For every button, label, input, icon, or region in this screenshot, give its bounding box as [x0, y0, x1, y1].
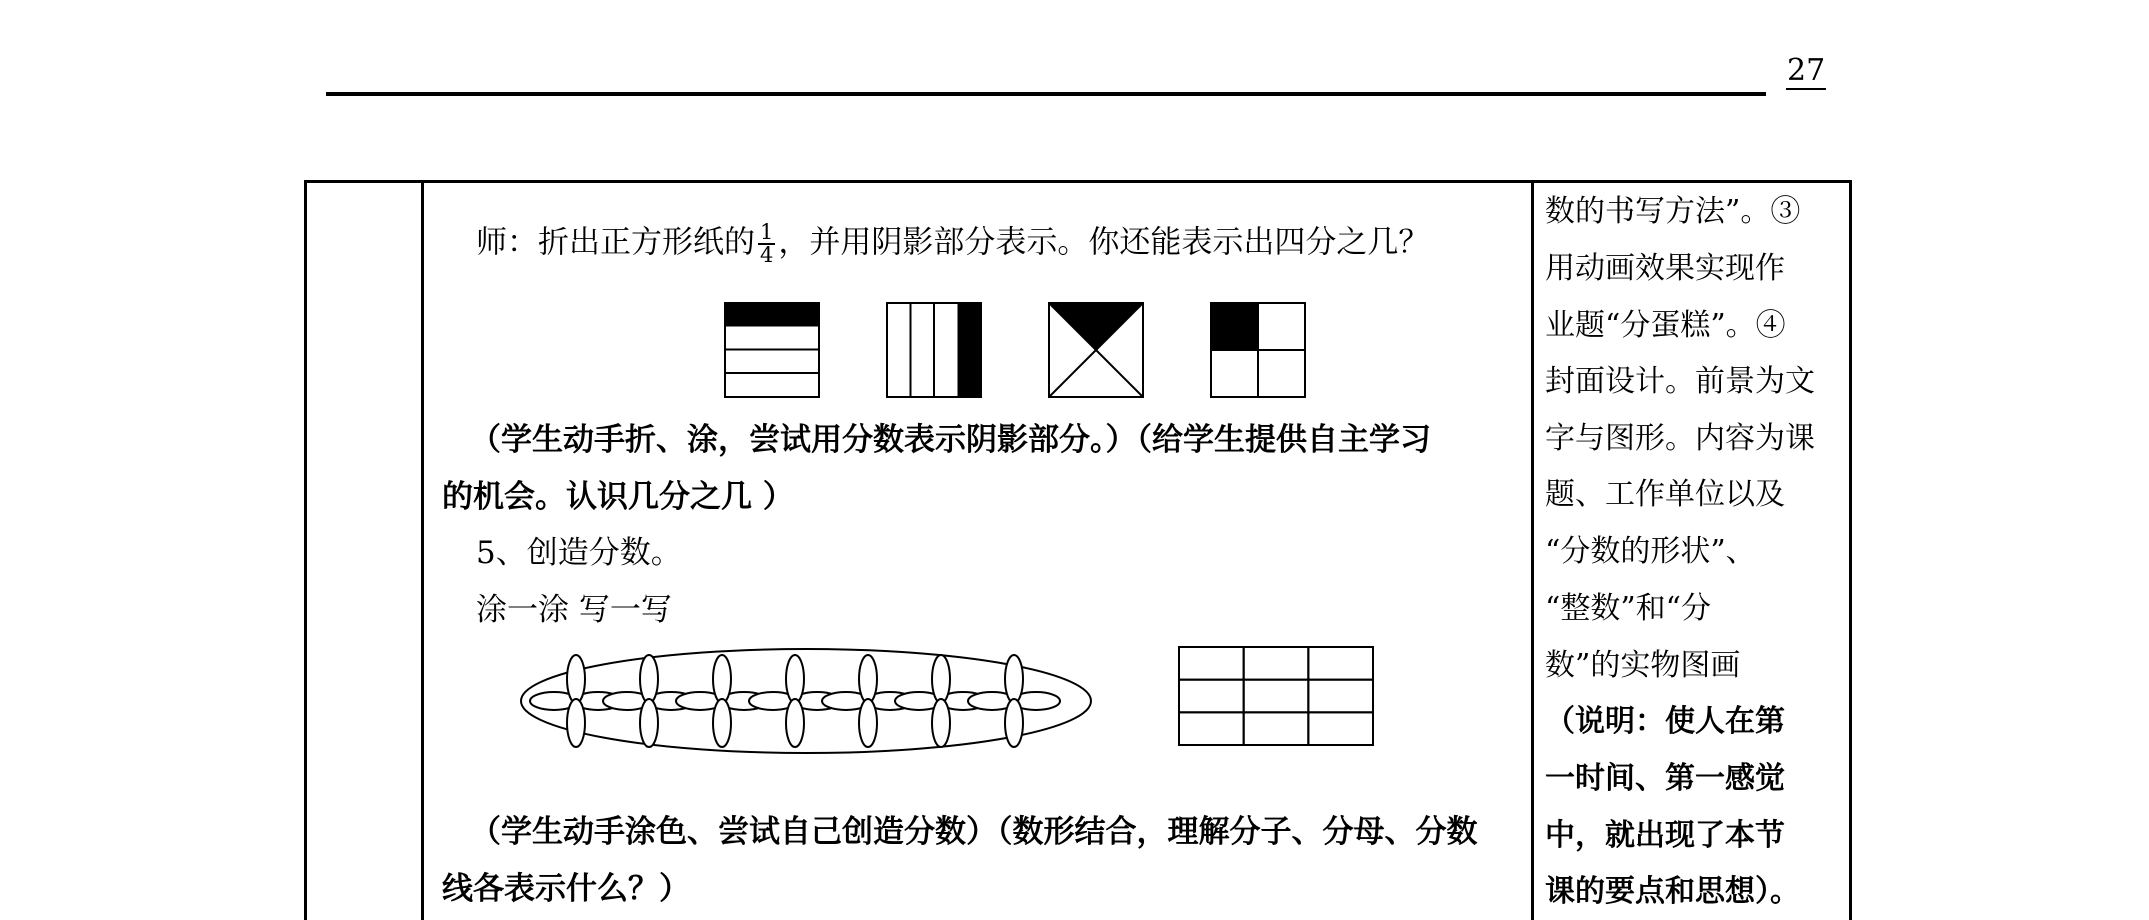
side-line: 用动画效果实现作: [1545, 251, 1785, 286]
grid-cell: [1179, 680, 1244, 713]
square-horizontal-strips: [724, 302, 820, 398]
column-divider-right: [1531, 180, 1534, 920]
square-quadrants: [1210, 302, 1306, 398]
header-rule: [326, 92, 1766, 96]
grid-cell: [1308, 712, 1373, 745]
grid-cell: [1244, 680, 1309, 713]
side-line: 字与图形。内容为课: [1545, 421, 1815, 456]
flower-ellipse-figure: [518, 645, 1094, 757]
square-vertical-strips: [886, 302, 982, 398]
flower-shape: [968, 655, 1060, 747]
teacher-prompt-suffix: ，并用阴影部分表示。你还能表示出四分之几？: [778, 224, 1430, 261]
side-line: 封面设计。前景为文: [1545, 364, 1815, 399]
side-bold-line: （说明：使人在第: [1545, 704, 1785, 739]
note-2-line-1: （学生动手涂色、尝试自己创造分数）（数形结合，理解分子、分母、分数: [470, 814, 1478, 850]
note-2-line-2: 线各表示什么？）: [442, 871, 690, 907]
grid-3x3-figure: [1178, 646, 1374, 746]
side-line: “分数的形状”、: [1545, 534, 1756, 569]
square-diagonal-triangles: [1048, 302, 1144, 398]
one-quarter-fraction: [758, 222, 775, 266]
side-line: 数”的实物图画: [1545, 648, 1741, 683]
side-bold-line: 中，就出现了本节: [1545, 818, 1785, 853]
fraction-denominator: 4: [760, 243, 774, 267]
teacher-prompt-prefix: 师：折出正方形纸的: [476, 224, 755, 261]
grid-cell: [1308, 647, 1373, 680]
grid-cell: [1179, 647, 1244, 680]
side-line: “整数”和“分: [1545, 591, 1712, 626]
fraction-numerator: 1: [760, 220, 774, 244]
grid-cell: [1244, 712, 1309, 745]
note-1-line-1: （学生动手折、涂，尝试用分数表示阴影部分。）（给学生提供自主学习: [470, 422, 1431, 458]
side-line: 业题“分蛋糕”。④: [1545, 308, 1786, 343]
activity-label: 涂一涂 写一写: [476, 592, 672, 628]
side-line: 数的书写方法”。③: [1545, 194, 1801, 229]
grid-cell: [1179, 712, 1244, 745]
side-bold-line: 一时间、第一感觉: [1545, 761, 1785, 796]
note-1-line-2: 的机会。认识几分之几 ）: [442, 479, 794, 515]
side-line: 题、工作单位以及: [1545, 477, 1785, 512]
grid-cell: [1308, 680, 1373, 713]
page-number: 27: [1787, 53, 1826, 88]
teacher-prompt: [476, 222, 1429, 266]
column-divider-left: [421, 180, 424, 920]
grid-cell: [1244, 647, 1309, 680]
side-bold-line: 课的要点和思想）。: [1545, 874, 1800, 909]
section-5-title: 5、创造分数。: [476, 535, 682, 571]
